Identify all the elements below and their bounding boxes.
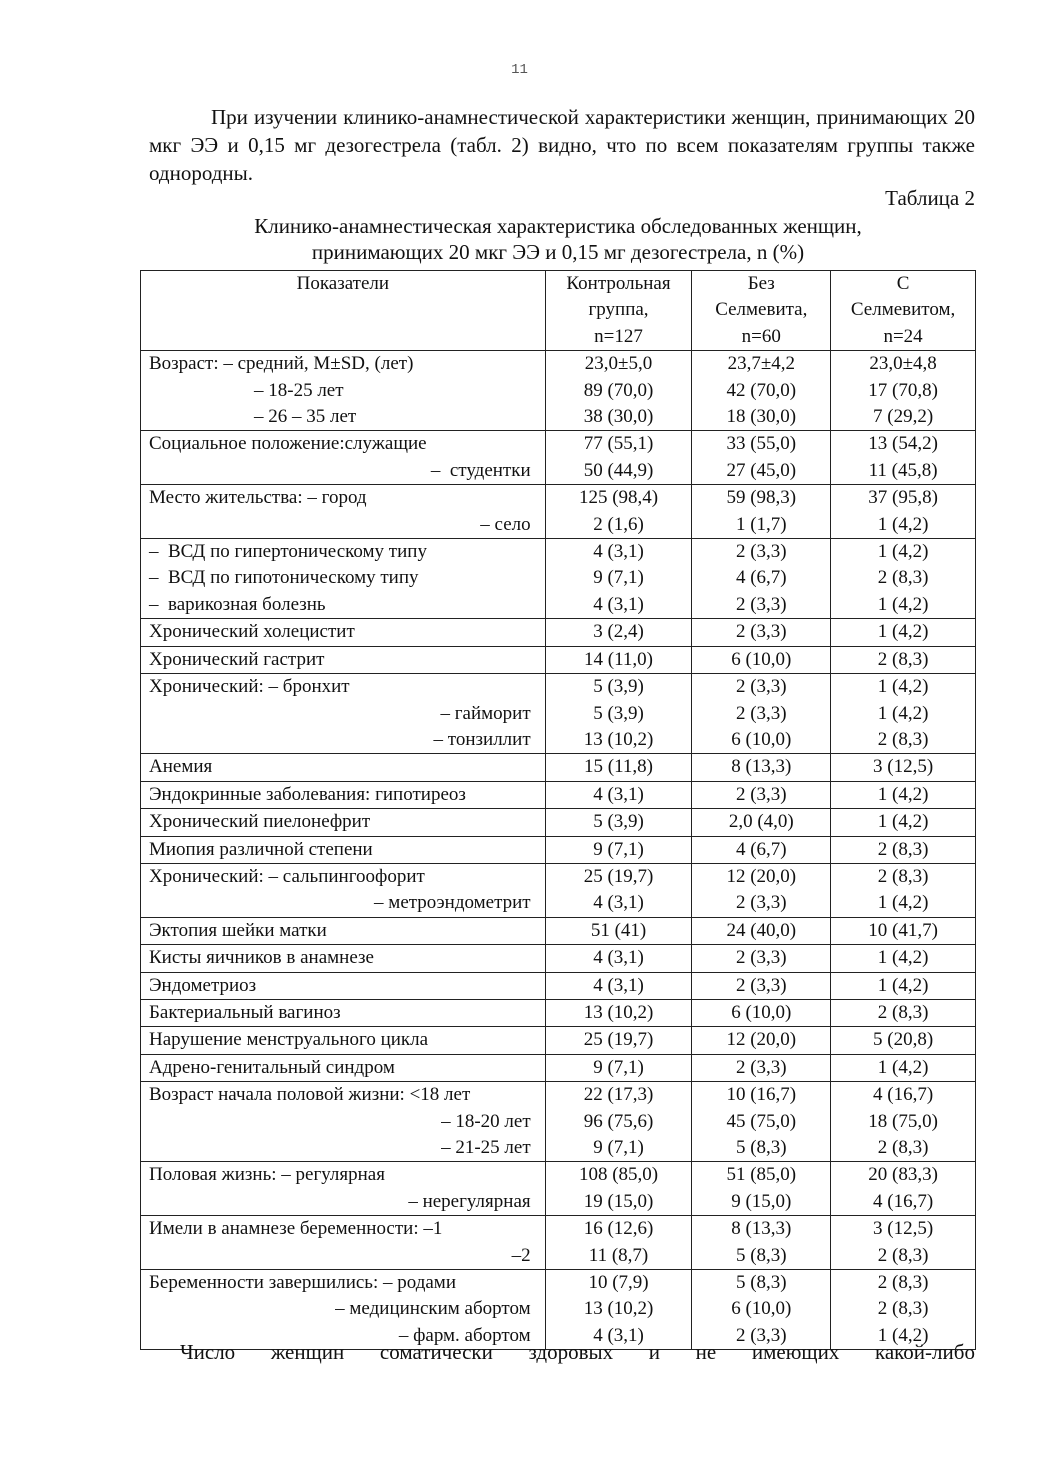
value: 14 (11,0)	[584, 648, 653, 670]
value-cell	[545, 431, 692, 485]
value-cell	[831, 836, 976, 863]
indicator-cell	[141, 863, 546, 917]
value: 23,7±4,2	[727, 353, 795, 375]
header-control-group	[545, 271, 692, 351]
indicator-cell	[141, 431, 546, 485]
value-cell	[831, 1082, 976, 1162]
value: 2 (8,3)	[877, 1137, 929, 1158]
table-title	[140, 213, 976, 265]
value: 1 (4,2)	[877, 892, 929, 914]
continuation-word: соматически	[379, 1340, 493, 1364]
value: 5 (8,3)	[735, 1244, 787, 1266]
value: 2 (3,3)	[735, 702, 787, 724]
header-with-selmevit	[831, 271, 976, 351]
value-cell	[831, 351, 976, 431]
value-cell	[692, 917, 831, 944]
indicator-cell	[141, 809, 546, 836]
indicator-cell	[141, 485, 546, 539]
value-cell	[545, 539, 692, 619]
value-cell	[545, 972, 692, 999]
value-cell	[692, 781, 831, 808]
indicator-label: Социальное положение:служащие	[149, 433, 427, 455]
value: 2 (8,3)	[877, 1244, 929, 1266]
table-row	[141, 863, 976, 917]
value: 6 (10,0)	[731, 1001, 792, 1023]
value: 51 (85,0)	[726, 1164, 797, 1186]
value-cell	[545, 754, 692, 781]
value: 5 (3,9)	[593, 811, 644, 833]
value-cell	[545, 619, 692, 646]
value: 2,0 (4,0)	[728, 811, 794, 833]
table-row	[141, 1027, 976, 1054]
continuation-word: и	[648, 1340, 661, 1364]
indicator-label: – метроэндометрит	[374, 892, 531, 914]
value: 96 (75,6)	[583, 1110, 654, 1132]
header-line: n=24	[883, 325, 923, 347]
indicator-label: Возраст: – средний, M±SD, (лет)	[149, 353, 414, 375]
value: 2 (8,3)	[877, 648, 929, 670]
value: 4 (16,7)	[873, 1084, 934, 1106]
value: 4 (3,1)	[593, 783, 644, 805]
header-line: Контрольная	[566, 273, 671, 294]
indicator-label: Хронический гастрит	[149, 648, 325, 670]
value: 77 (55,1)	[583, 433, 654, 455]
value-cell	[545, 1216, 692, 1270]
indicator-label: Кисты яичников в анамнезе	[149, 947, 374, 969]
value: 2 (3,3)	[735, 1056, 787, 1078]
value-cell	[545, 999, 692, 1026]
table-row	[141, 539, 976, 619]
value-cell	[545, 1082, 692, 1162]
value: 1 (4,2)	[877, 593, 929, 615]
value-cell	[831, 674, 976, 754]
value: 2 (3,3)	[735, 621, 787, 643]
value: 7 (29,2)	[873, 406, 934, 428]
indicator-label: – 26 – 35 лет	[254, 406, 357, 428]
value: 8 (13,3)	[731, 1218, 792, 1240]
value: 4 (6,7)	[735, 838, 787, 860]
value-cell	[831, 781, 976, 808]
indicator-cell	[141, 917, 546, 944]
value-cell	[692, 972, 831, 999]
value-cell	[831, 863, 976, 917]
value-cell	[545, 351, 692, 431]
table-body	[141, 351, 976, 1350]
value-cell	[831, 972, 976, 999]
value: 1 (4,2)	[877, 676, 929, 698]
value-cell	[692, 1027, 831, 1054]
continuation-word: не	[695, 1340, 717, 1364]
indicator-label: – студентки	[430, 459, 531, 481]
header-line: группа,	[588, 299, 649, 321]
table-row	[141, 1082, 976, 1162]
value-cell	[545, 917, 692, 944]
value: 12 (20,0)	[726, 865, 797, 887]
value-cell	[692, 351, 831, 431]
value-cell	[831, 1027, 976, 1054]
value: 1 (4,2)	[877, 541, 929, 563]
indicator-cell	[141, 351, 546, 431]
indicator-cell	[141, 781, 546, 808]
indicator-label: – варикозная болезнь	[149, 593, 326, 615]
value-cell	[831, 646, 976, 673]
value: 5 (3,9)	[593, 702, 644, 724]
indicator-cell	[141, 674, 546, 754]
value: 4 (3,1)	[593, 892, 644, 914]
value-cell	[831, 619, 976, 646]
table-row	[141, 809, 976, 836]
indicator-label: –2	[511, 1244, 531, 1266]
value: 2 (3,3)	[735, 974, 787, 996]
indicator-label: Место жительства: – город	[149, 487, 367, 509]
value: 5 (3,9)	[593, 676, 644, 698]
indicator-label: Эндокринные заболевания: гипотиреоз	[149, 783, 466, 805]
value-cell	[831, 539, 976, 619]
value: 23,0±4,8	[869, 353, 937, 375]
value-cell	[545, 646, 692, 673]
value-cell	[545, 485, 692, 539]
table-row	[141, 485, 976, 539]
header-line: Показатели	[296, 273, 390, 294]
indicator-label: Миопия различной степени	[149, 838, 373, 860]
header-line: Без	[747, 273, 775, 294]
value: 12 (20,0)	[726, 1029, 797, 1051]
indicator-label: Половая жизнь: – регулярная	[149, 1164, 385, 1186]
value: 9 (15,0)	[731, 1190, 792, 1212]
value-cell	[831, 809, 976, 836]
table-title-line: принимающих 20 мкг ЭЭ и 0,15 мг дезогестрела, n (%)	[311, 240, 805, 264]
indicator-cell	[141, 945, 546, 972]
indicator-label: – ВСД по гипертоническому типу	[149, 541, 427, 563]
indicator-cell	[141, 999, 546, 1026]
value-cell	[692, 431, 831, 485]
value-cell	[692, 809, 831, 836]
value: 125 (98,4)	[578, 487, 659, 509]
page-number: 11	[511, 62, 528, 78]
indicator-label: Возраст начала половой жизни: <18 лет	[149, 1084, 471, 1106]
value: 59 (98,3)	[726, 487, 797, 509]
value: 2 (8,3)	[877, 1272, 929, 1294]
indicator-label: Беременности завершились: – родами	[149, 1272, 456, 1294]
value: 2 (8,3)	[877, 1001, 929, 1023]
table-row	[141, 1216, 976, 1270]
value: 27 (45,0)	[726, 459, 797, 481]
indicator-label: – 18-25 лет	[254, 379, 344, 401]
value: 18 (75,0)	[868, 1110, 938, 1132]
indicator-label: – тонзиллит	[433, 728, 531, 750]
value-cell	[692, 646, 831, 673]
value-cell	[692, 863, 831, 917]
value-cell	[692, 945, 831, 972]
value: 6 (10,0)	[731, 648, 792, 670]
indicator-label: Эктопия шейки матки	[149, 919, 327, 941]
indicator-cell	[141, 836, 546, 863]
indicator-label: – 21-25 лет	[441, 1137, 531, 1158]
value: 5 (8,3)	[735, 1272, 787, 1294]
continuation-word: женщин	[270, 1340, 345, 1364]
header-without-selmevit	[692, 271, 831, 351]
value: 37 (95,8)	[868, 487, 938, 509]
table-row	[141, 1162, 976, 1216]
continuation-word: Число	[180, 1340, 236, 1364]
table-row	[141, 917, 976, 944]
value: 18 (30,0)	[726, 406, 797, 428]
indicator-cell	[141, 1027, 546, 1054]
value-cell	[831, 1162, 976, 1216]
indicator-label: Бактериальный вагиноз	[149, 1001, 341, 1023]
value-cell	[692, 754, 831, 781]
value-cell	[692, 674, 831, 754]
value: 2 (8,3)	[877, 567, 929, 589]
value-cell	[831, 1054, 976, 1081]
value: 25 (19,7)	[583, 865, 654, 887]
indicator-cell	[141, 754, 546, 781]
indicator-label: Хронический холецистит	[149, 621, 355, 643]
value: 8 (13,3)	[731, 756, 792, 778]
indicator-label: Имели в анамнезе беременности: –1	[149, 1218, 443, 1240]
header-line: n=60	[741, 325, 781, 347]
table-row	[141, 945, 976, 972]
table-row	[141, 1054, 976, 1081]
continuation-word: здоровых	[528, 1340, 614, 1364]
table-row	[141, 619, 976, 646]
indicator-cell	[141, 1082, 546, 1162]
table-row	[141, 351, 976, 431]
indicator-label: – фарм. абортом	[398, 1324, 531, 1346]
value: 2 (8,3)	[877, 1298, 929, 1320]
indicator-label: Хронический пиелонефрит	[149, 811, 371, 833]
value-cell	[692, 619, 831, 646]
value: 2 (3,3)	[735, 541, 787, 563]
value: 2 (3,3)	[735, 947, 787, 969]
value: 3 (2,4)	[593, 621, 644, 643]
value: 38 (30,0)	[583, 406, 654, 428]
indicator-cell	[141, 1054, 546, 1081]
table-row	[141, 999, 976, 1026]
value: 42 (70,0)	[726, 379, 797, 401]
value: 89 (70,0)	[583, 379, 654, 401]
indicator-cell	[141, 646, 546, 673]
value: 15 (11,8)	[584, 756, 653, 778]
value-cell	[545, 945, 692, 972]
table-label: Таблица 2	[885, 186, 975, 210]
value: 9 (7,1)	[593, 1056, 644, 1078]
value-cell	[831, 999, 976, 1026]
indicator-label: Анемия	[149, 756, 213, 778]
header-line: n=127	[594, 325, 643, 347]
value-cell	[831, 917, 976, 944]
value: 24 (40,0)	[726, 919, 797, 941]
value: 4 (3,1)	[593, 541, 644, 563]
value: 2 (3,3)	[735, 783, 787, 805]
value: 4 (3,1)	[593, 974, 644, 996]
value: 2 (8,3)	[877, 865, 929, 887]
value-cell	[545, 1162, 692, 1216]
value: 108 (85,0)	[578, 1164, 659, 1186]
indicator-label: Эндометриоз	[149, 974, 257, 996]
table-row	[141, 674, 976, 754]
value-cell	[545, 809, 692, 836]
value: 13 (10,2)	[583, 728, 654, 750]
indicator-label: Хронический: – сальпингоофорит	[149, 865, 425, 887]
value-cell	[692, 539, 831, 619]
indicator-label: Хронический: – бронхит	[149, 676, 350, 698]
indicator-cell	[141, 539, 546, 619]
value: 13 (10,2)	[583, 1298, 654, 1320]
value: 3 (12,5)	[873, 1218, 934, 1240]
table-header-row	[141, 271, 976, 351]
value: 2 (8,3)	[877, 728, 929, 750]
value-cell	[545, 836, 692, 863]
value: 13 (54,2)	[868, 433, 938, 455]
indicator-label: – медицинским абортом	[335, 1298, 531, 1320]
value: 11 (8,7)	[588, 1244, 649, 1266]
value: 1 (4,2)	[877, 1324, 929, 1346]
value: 20 (83,3)	[868, 1164, 938, 1186]
value-cell	[692, 1082, 831, 1162]
value: 2 (1,6)	[593, 513, 644, 535]
indicator-label: – нерегулярная	[408, 1190, 531, 1212]
value: 10 (7,9)	[588, 1272, 649, 1294]
value-cell	[545, 1027, 692, 1054]
value: 45 (75,0)	[726, 1110, 797, 1132]
value: 1 (4,2)	[877, 1056, 929, 1078]
value-cell	[692, 1054, 831, 1081]
value: 4 (3,1)	[593, 947, 644, 969]
value: 1 (4,2)	[877, 974, 929, 996]
value: 19 (15,0)	[583, 1190, 654, 1212]
value-cell	[692, 1162, 831, 1216]
indicator-cell	[141, 619, 546, 646]
table-row	[141, 836, 976, 863]
value: 4 (16,7)	[873, 1190, 934, 1212]
value-cell	[545, 674, 692, 754]
header-line: Селмевитом,	[850, 299, 956, 321]
continuation-line	[180, 1338, 975, 1366]
value-cell	[692, 485, 831, 539]
value: 10 (16,7)	[726, 1084, 797, 1106]
data-table	[140, 270, 976, 1350]
value: 1 (4,2)	[877, 621, 929, 643]
table-row	[141, 754, 976, 781]
value: 5 (20,8)	[873, 1029, 934, 1051]
value-cell	[692, 1216, 831, 1270]
continuation-word: имеющих	[751, 1340, 840, 1364]
continuation-word: какой-либо	[874, 1340, 975, 1364]
value: 3 (12,5)	[873, 756, 934, 778]
value: 33 (55,0)	[726, 433, 797, 455]
value: 25 (19,7)	[583, 1029, 654, 1051]
indicator-cell	[141, 1216, 546, 1270]
table-title-line: Клинико-анамнестическая характеристика обследованных женщин,	[254, 214, 862, 238]
value: 9 (7,1)	[593, 1137, 644, 1158]
header-line: Селмевита,	[715, 299, 808, 321]
table-row	[141, 646, 976, 673]
value: 2 (3,3)	[735, 1324, 787, 1346]
intro-paragraph: При изучении клинико-анамнестической характеристики женщин, принимающих 20 мкг ЭЭ и 0,15 мг дезогестрела (табл. 2) видно, что по всем показателям группы также однородны.	[149, 105, 975, 185]
value: 17 (70,8)	[868, 379, 938, 401]
indicator-cell	[141, 972, 546, 999]
value-cell	[831, 485, 976, 539]
value: 16 (12,6)	[583, 1218, 654, 1240]
table-row	[141, 781, 976, 808]
indicator-label: – ВСД по гипотоническому типу	[149, 567, 419, 589]
indicator-label: – 18-20 лет	[441, 1110, 531, 1132]
value: 4 (6,7)	[735, 567, 787, 589]
value: 2 (3,3)	[735, 676, 787, 698]
value: 2 (8,3)	[877, 838, 929, 860]
value-cell	[831, 1216, 976, 1270]
value: 4 (3,1)	[593, 593, 644, 615]
value: 5 (8,3)	[735, 1137, 787, 1158]
value: 11 (45,8)	[868, 459, 938, 481]
value: 22 (17,3)	[583, 1084, 654, 1106]
value-cell	[831, 754, 976, 781]
value: 1 (4,2)	[877, 811, 929, 833]
table-row	[141, 431, 976, 485]
value: 9 (7,1)	[593, 838, 644, 860]
indicator-label: Адрено-генитальный синдром	[149, 1056, 395, 1078]
value: 6 (10,0)	[731, 728, 792, 750]
value-cell	[545, 1054, 692, 1081]
value: 2 (3,3)	[735, 892, 787, 914]
value: 50 (44,9)	[583, 459, 654, 481]
value: 1 (4,2)	[877, 783, 929, 805]
value: 6 (10,0)	[731, 1298, 792, 1320]
value: 2 (3,3)	[735, 593, 787, 615]
value-cell	[692, 836, 831, 863]
header-line: С	[896, 273, 910, 294]
value: 1 (4,2)	[877, 513, 929, 535]
value-cell	[545, 863, 692, 917]
value: 23,0±5,0	[584, 353, 653, 375]
indicator-label: – гайморит	[440, 702, 531, 724]
header-indicators	[141, 271, 546, 351]
indicator-cell	[141, 1162, 546, 1216]
value-cell	[831, 431, 976, 485]
value: 1 (4,2)	[877, 702, 929, 724]
value: 13 (10,2)	[583, 1001, 654, 1023]
value: 10 (41,7)	[868, 919, 938, 941]
value-cell	[545, 781, 692, 808]
value: 4 (3,1)	[593, 1324, 644, 1346]
value: 1 (1,7)	[735, 513, 787, 535]
value: 1 (4,2)	[877, 947, 929, 969]
table-row	[141, 972, 976, 999]
indicator-label: Нарушение менструального цикла	[149, 1029, 429, 1051]
indicator-label: – село	[480, 513, 531, 535]
value: 51 (41)	[590, 919, 647, 941]
value-cell	[692, 999, 831, 1026]
value: 9 (7,1)	[593, 567, 644, 589]
value-cell	[831, 945, 976, 972]
